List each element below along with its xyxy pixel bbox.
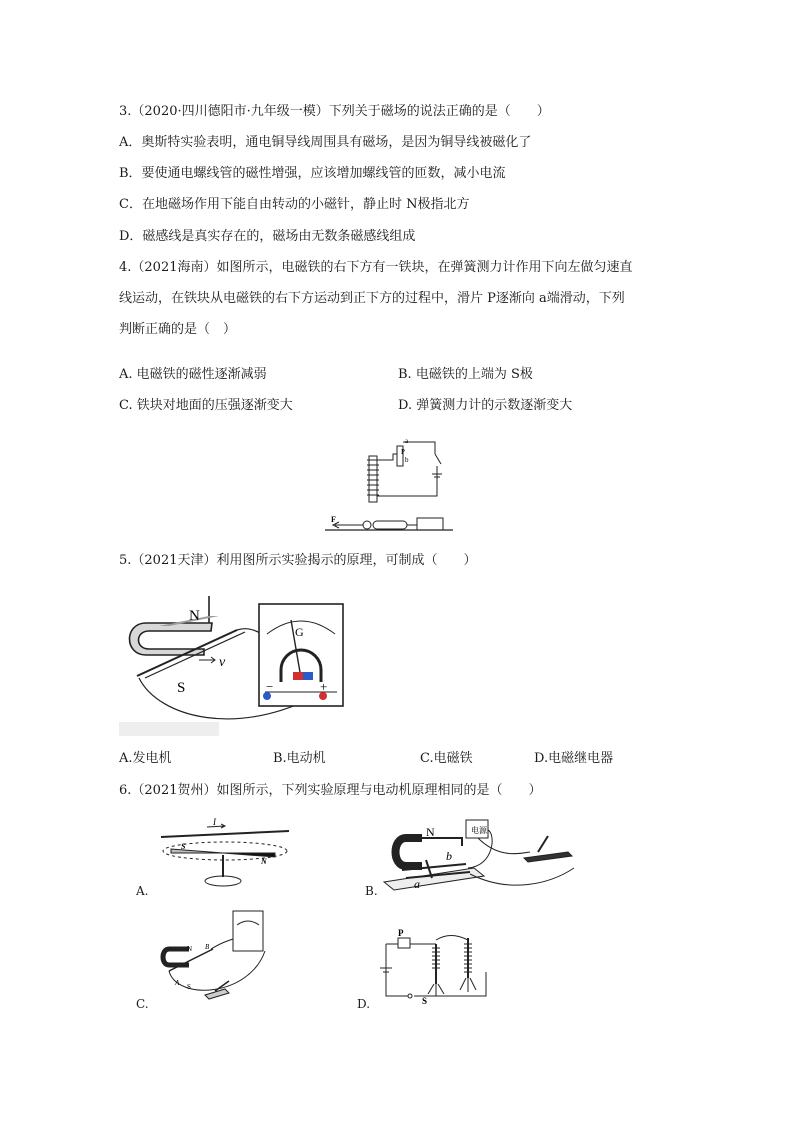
q6-figure-c [155,909,275,1009]
switch [435,454,441,464]
q4-electromagnet-figure [325,430,455,540]
q4-stem-line-2: 线运动，在铁块从电磁铁的右下方运动到正下方的过程中，滑片 P逐渐向 a端滑动，下列 [119,291,625,306]
label-s: S [177,680,186,696]
q6-stem: 6.（2021贺州）如图所示，下列实验原理与电动机原理相同的是（ ） [119,783,542,798]
switch-base [524,852,572,862]
q6-figure-a-label: A. [136,884,149,898]
q3-option-c: C．在地磁场作用下能自由转动的小磁针，静止时 N极指北方 [119,197,470,212]
u-magnet [130,623,213,655]
q4-option-d: D. 弹簧测力计的示数逐渐变大 [398,398,573,413]
label-force: F [331,515,336,524]
label-a: A [175,979,180,987]
q6-figure-c-label: C. [136,997,149,1011]
q4-stem-line-1: 4.（2021海南）如图所示，电磁铁的右下方有一铁块，在弹簧测力计作用下向左做匀速直 [119,260,633,275]
q5-generator-figure [119,596,359,736]
switch [408,994,412,998]
iron-block [417,518,443,530]
label-n: N [261,857,267,866]
q5-option-b: B.电动机 [273,751,326,766]
label-g: G [295,625,304,639]
q4-option-a: A. 电磁铁的磁性逐渐减弱 [119,367,267,382]
q3-option-d: D．磁感线是真实存在的，磁场由无数条磁感线组成 [119,229,416,244]
q6-figure-b [382,816,582,896]
label-p: P [401,448,405,456]
label-b: b [405,456,409,464]
label-minus: − [266,679,274,694]
spring-scale-body [373,521,407,529]
q5-option-c: C.电磁铁 [420,751,473,766]
label-v: v [219,655,226,670]
label-plus: + [320,679,328,694]
switch-handle [538,836,548,852]
label-source: 电源 [471,826,487,835]
galvanometer [233,911,263,951]
label-n: N [189,608,200,624]
label-s: S [181,842,186,851]
label-n: N [187,945,193,953]
label-b: b [446,849,452,863]
label-a: a [414,877,420,891]
q3-stem: 3.（2020·四川德阳市·九年级一模）下列关于磁场的说法正确的是（ ） [119,104,550,119]
q3-option-a: A．奥斯特实验表明，通电铜导线周围具有磁场，是因为铜导线被磁化了 [119,135,532,150]
wire [161,831,289,837]
q4-stem-line-3: 判断正确的是（ ） [119,322,237,337]
label-p: P [398,928,404,938]
q5-option-d: D.电磁继电器 [534,751,614,766]
label-a: a [405,437,409,445]
u-magnet [396,838,423,866]
q6-figure-d [380,920,490,1005]
q5-option-a: A.发电机 [119,751,172,766]
label-s: S [187,983,191,991]
label-b: B [205,943,210,951]
q4-option-b: B. 电磁铁的上端为 S极 [398,367,533,382]
compass-needle-s [171,849,223,853]
q3-option-b: B．要使通电螺线管的磁性增强，应该增加螺线管的匝数，减小电流 [119,166,506,181]
q6-figure-d-label: D. [357,997,371,1011]
q5-stem: 5.（2021天津）利用图所示实验揭示的原理，可制成（ ） [119,553,477,568]
label-i: I [213,817,216,827]
label-s: S [422,996,428,1005]
spring-scale-ring [363,521,371,529]
rheostat [398,938,410,948]
q4-option-c: C. 铁块对地面的压强逐渐变大 [119,398,293,413]
label-n: N [426,825,435,839]
compass-needle-n [223,853,275,857]
q6-figure-a [155,815,295,893]
q6-figure-b-label: B. [365,884,378,898]
